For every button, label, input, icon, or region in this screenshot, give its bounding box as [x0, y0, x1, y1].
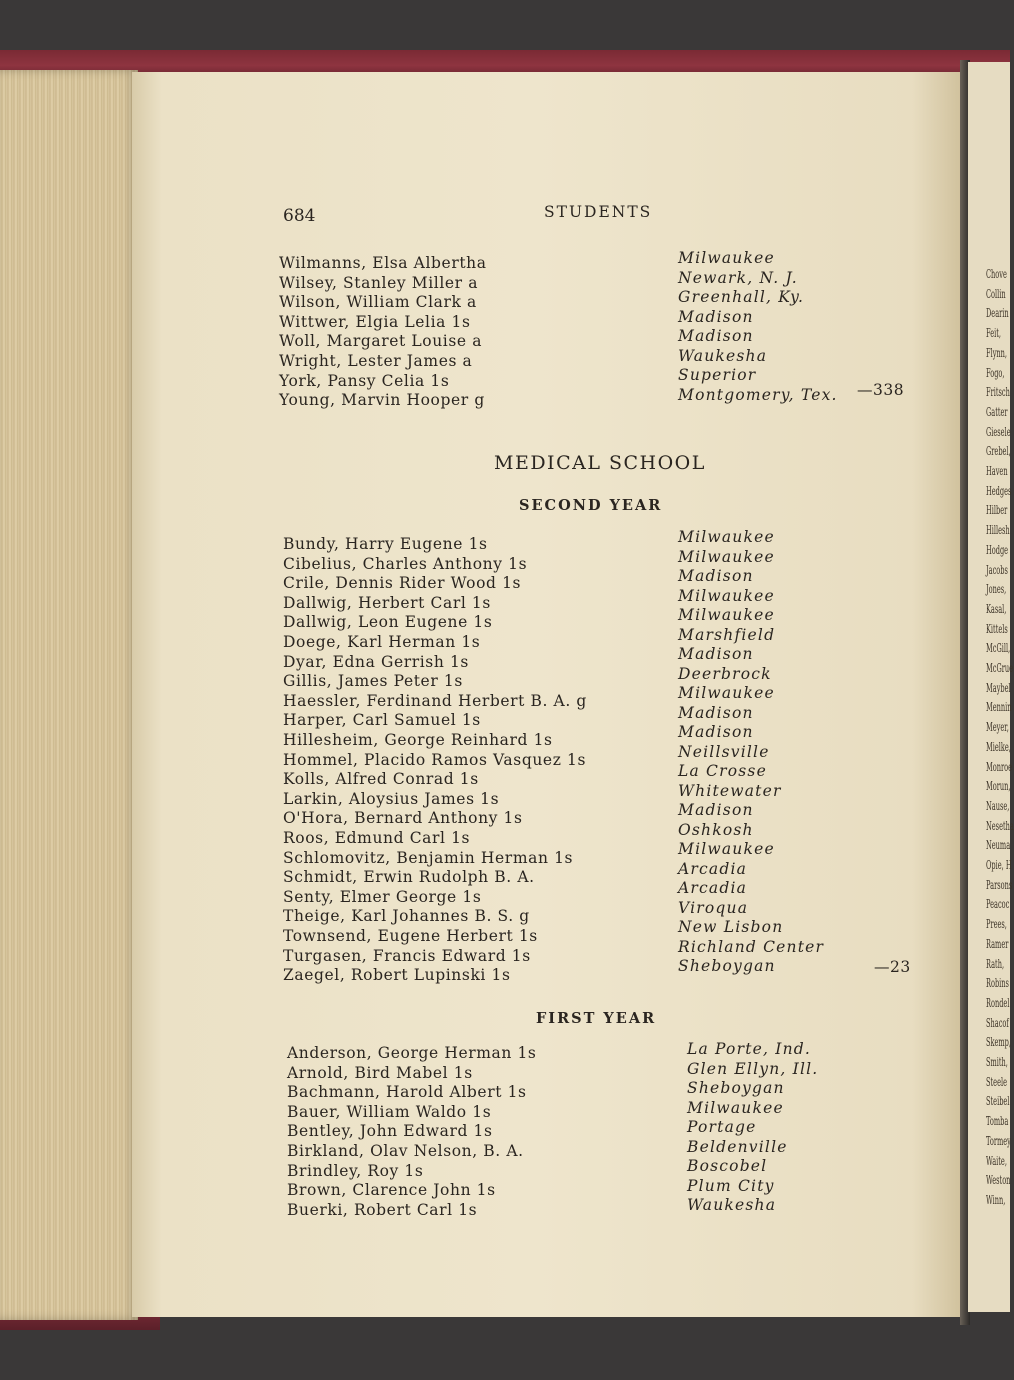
facing-page-fragment: Mielke,	[986, 739, 1011, 754]
student-hometown: Viroqua	[678, 898, 749, 917]
student-hometown: Madison	[678, 567, 754, 585]
student-hometown: Milwaukee	[687, 1098, 784, 1117]
facing-page-fragment: Grebel,	[986, 444, 1011, 459]
facing-page-fragment: Gatter	[986, 404, 1008, 419]
facing-page-fragment: Steibel	[986, 1094, 1010, 1109]
student-name: Arnold, Bird Mabel 1s	[287, 1063, 473, 1082]
student-name: Hommel, Placido Ramos Vasquez 1s	[283, 750, 587, 769]
student-name: Dyar, Edna Gerrish 1s	[283, 652, 469, 671]
facing-page-fragment: Kittels	[986, 621, 1008, 636]
facing-page-fragment: Hillesh	[986, 523, 1010, 538]
student-name: Bentley, John Edward 1s	[287, 1122, 493, 1141]
student-hometown: Oshkosh	[678, 820, 754, 839]
facing-page-fragment: McGill,	[986, 641, 1011, 656]
student-hometown: Glen Ellyn, Ill.	[687, 1059, 819, 1078]
student-name: Schmidt, Erwin Rudolph B. A.	[283, 868, 535, 887]
facing-page-fragment: Ramer	[986, 936, 1009, 951]
second-year-total: —23	[874, 958, 911, 976]
student-name: Dallwig, Leon Eugene 1s	[283, 613, 493, 632]
student-hometown: Whitewater	[678, 781, 782, 800]
student-name: Haessler, Ferdinand Herbert B. A. g	[283, 691, 587, 710]
facing-page-fragment: Weston	[986, 1173, 1011, 1188]
facing-page-fragment: Winn,	[986, 1192, 1006, 1207]
facing-page-fragment: Parsons	[986, 877, 1013, 892]
facing-page-fragment: Opie, H	[986, 858, 1012, 872]
page-edges	[0, 70, 138, 1320]
student-hometown: Madison	[678, 801, 754, 819]
student-hometown: New Lisbon	[678, 918, 784, 936]
student-name: Theige, Karl Johannes B. S. g	[283, 907, 530, 926]
student-name: Wright, Lester James a	[279, 352, 473, 370]
facing-page-fragment: Collin	[986, 286, 1006, 301]
student-name: Brindley, Roy 1s	[287, 1161, 424, 1180]
student-name: Cibelius, Charles Anthony 1s	[283, 554, 528, 573]
student-name: Wilsey, Stanley Miller a	[279, 273, 479, 292]
facing-page-fragment: Robins	[986, 976, 1009, 991]
preceding-total: —338	[857, 381, 905, 399]
facing-page-fragment: Tomba	[986, 1114, 1009, 1129]
facing-page-fragment: Hilber	[986, 503, 1008, 518]
student-hometown: Waukesha	[678, 346, 768, 365]
student-name: Townsend, Eugene Herbert 1s	[283, 927, 538, 945]
student-name: Crile, Dennis Rider Wood 1s	[283, 574, 522, 593]
facing-page-fragment: Jacobs	[986, 562, 1008, 577]
student-hometown: Marshfield	[678, 625, 776, 644]
student-hometown: Madison	[678, 327, 754, 345]
facing-page-fragment: Maybel	[986, 680, 1011, 695]
student-name: Bundy, Harry Eugene 1s	[283, 535, 488, 553]
facing-page-fragment: Jones,	[986, 582, 1007, 597]
student-name: Wilmanns, Elsa Albertha	[279, 254, 487, 272]
student-hometown: Neillsville	[678, 742, 770, 761]
facing-page-fragment: Neuma	[986, 838, 1011, 853]
student-hometown: Madison	[678, 703, 754, 722]
facing-page-fragment: Meyer,	[986, 720, 1009, 735]
student-hometown: La Porte, Ind.	[687, 1040, 812, 1058]
student-hometown: Beldenville	[687, 1137, 788, 1156]
student-name: Senty, Elmer George 1s	[283, 887, 482, 906]
student-hometown: Boscobel	[687, 1157, 768, 1175]
student-hometown: Madison	[678, 307, 754, 326]
student-name: Gillis, James Peter 1s	[283, 672, 463, 691]
student-name: Bachmann, Harold Albert 1s	[287, 1083, 527, 1102]
first-year-heading: FIRST YEAR	[536, 1010, 657, 1027]
student-hometown: Superior	[678, 366, 757, 384]
student-name: O'Hora, Bernard Anthony 1s	[283, 809, 523, 828]
student-name: Brown, Clarence John 1s	[287, 1181, 496, 1200]
student-hometown: Greenhall, Ky.	[678, 288, 805, 306]
facing-page-fragment: Haven	[986, 464, 1008, 478]
student-name: Schlomovitz, Benjamin Herman 1s	[283, 848, 574, 867]
student-name: Doege, Karl Herman 1s	[283, 633, 481, 651]
student-hometown: Arcadia	[678, 859, 748, 878]
student-name: Dallwig, Herbert Carl 1s	[283, 593, 491, 612]
facing-page-fragment: Chove	[986, 267, 1007, 281]
student-hometown: Portage	[687, 1118, 757, 1136]
student-hometown: Richland Center	[678, 937, 825, 956]
facing-page-fragment: Nesetha	[986, 818, 1014, 833]
student-name: Bauer, William Waldo 1s	[287, 1102, 492, 1121]
student-name: Harper, Carl Samuel 1s	[283, 711, 481, 730]
student-name: Woll, Margaret Louise a	[279, 332, 483, 351]
facing-page-fragment: Nause,	[986, 798, 1010, 813]
facing-page-fragment: Morun,	[986, 779, 1011, 794]
facing-page-fragment: Hodge	[986, 542, 1009, 557]
facing-page-fragment: Smith,	[986, 1055, 1008, 1069]
student-name: Young, Marvin Hooper g	[279, 391, 485, 410]
facing-page	[968, 62, 1014, 1312]
facing-page-fragment: Kasal,	[986, 601, 1007, 616]
facing-page-fragment: Tormey	[986, 1133, 1011, 1148]
facing-page-fragment: Steele	[986, 1074, 1008, 1089]
student-hometown: Milwaukee	[678, 586, 775, 605]
student-hometown: La Crosse	[678, 762, 767, 780]
student-name: Birkland, Olav Nelson, B. A.	[287, 1142, 524, 1160]
facing-page-fragment: Fogo,	[986, 365, 1005, 380]
student-name: Wittwer, Elgia Lelia 1s	[279, 312, 471, 331]
facing-page-fragment: Rondel	[986, 995, 1010, 1010]
student-name: Larkin, Aloysius James 1s	[283, 789, 500, 808]
facing-page-fragment: Giesele	[986, 424, 1011, 439]
student-hometown: Milwaukee	[678, 606, 775, 624]
student-hometown: Montgomery, Tex.	[678, 385, 838, 404]
student-hometown: Milwaukee	[678, 547, 775, 566]
student-hometown: Waukesha	[687, 1196, 777, 1214]
facing-page-fragment: Shacof	[986, 1015, 1009, 1030]
facing-page-fragment: Feit,	[986, 326, 1001, 341]
page-number: 684	[283, 206, 316, 226]
student-hometown: Milwaukee	[678, 840, 775, 858]
facing-page-fragment: Mennin	[986, 700, 1012, 715]
school-heading: MEDICAL SCHOOL	[494, 452, 706, 474]
student-hometown: Sheboygan	[687, 1079, 785, 1097]
student-name: Buerki, Robert Carl 1s	[287, 1200, 478, 1219]
facing-page-fragment: McGrue	[986, 661, 1014, 675]
facing-page-fragment: Skemp,	[986, 1035, 1012, 1050]
student-name: Kolls, Alfred Conrad 1s	[283, 770, 479, 789]
facing-page-fragment: Dearin	[986, 306, 1009, 321]
facing-page-fragment: Peacoc	[986, 897, 1010, 912]
student-hometown: Milwaukee	[678, 684, 775, 702]
facing-page-fragment: Hedges	[986, 483, 1012, 498]
facing-page-fragment: Rath,	[986, 956, 1005, 971]
student-hometown: Milwaukee	[678, 528, 775, 546]
student-name: Wilson, William Clark a	[279, 293, 477, 312]
student-hometown: Deerbrock	[678, 664, 772, 683]
student-name: York, Pansy Celia 1s	[279, 371, 450, 390]
facing-page-fragment: Waite,	[986, 1153, 1007, 1168]
student-hometown: Newark, N. J.	[678, 268, 798, 287]
student-hometown: Plum City	[687, 1176, 775, 1195]
facing-page-fragment: Monroe	[986, 759, 1013, 774]
student-name: Zaegel, Robert Lupinski 1s	[283, 966, 511, 985]
student-hometown: Sheboygan	[678, 957, 776, 975]
facing-page-fragment: Fritsch	[986, 385, 1010, 400]
student-name: Anderson, George Herman 1s	[287, 1044, 537, 1062]
facing-page-fragment: Prees,	[986, 917, 1007, 932]
student-hometown: Madison	[678, 723, 754, 741]
student-hometown: Milwaukee	[678, 249, 775, 267]
student-name: Turgasen, Francis Edward 1s	[283, 946, 531, 965]
student-name: Hillesheim, George Reinhard 1s	[283, 731, 553, 749]
second-year-heading: SECOND YEAR	[519, 497, 663, 514]
student-hometown: Arcadia	[678, 879, 748, 897]
student-hometown: Madison	[678, 645, 754, 663]
facing-page-fragment: Flynn,	[986, 345, 1008, 360]
running-head: STUDENTS	[544, 203, 653, 221]
student-name: Roos, Edmund Carl 1s	[283, 829, 471, 847]
